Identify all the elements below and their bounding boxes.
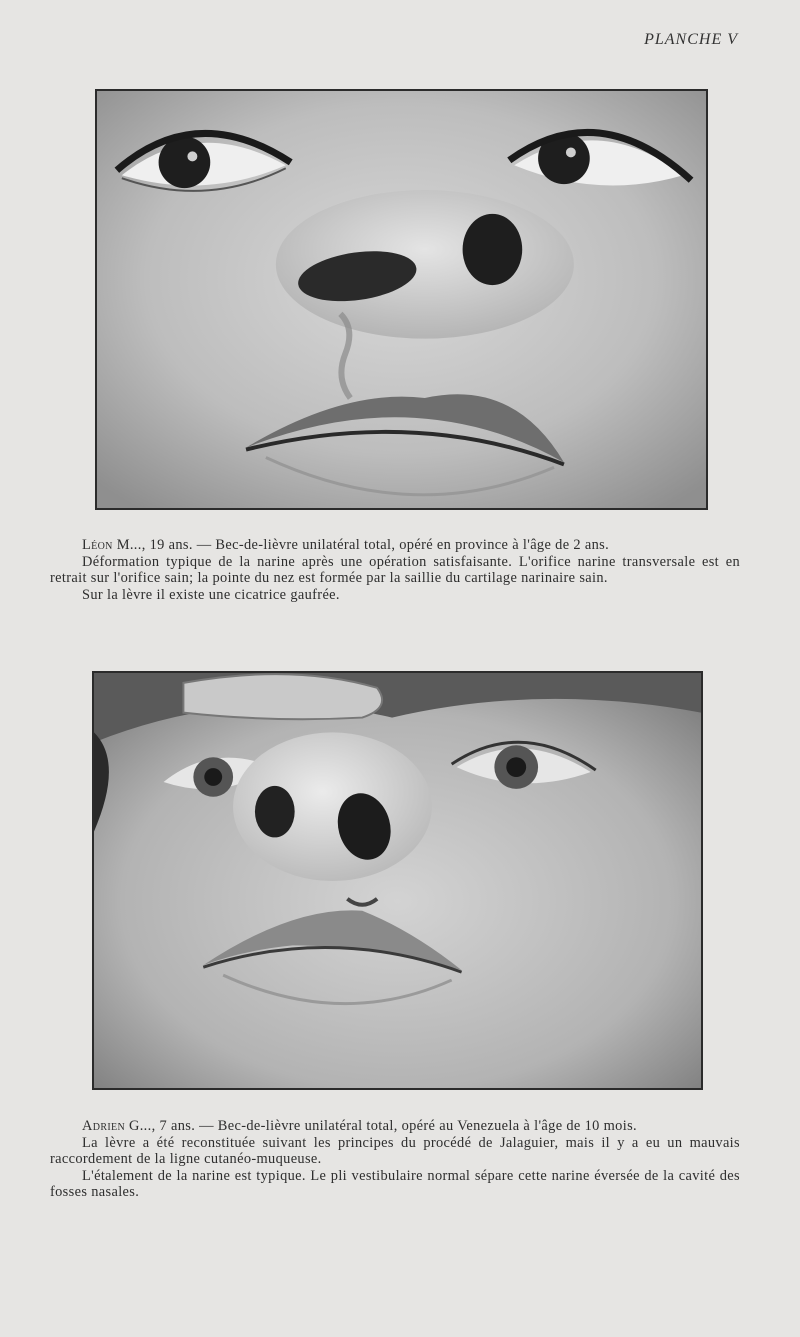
patient-photo-2 <box>92 671 703 1090</box>
case-2-note: L'étalement de la narine est typique. Le pli vestibulaire normal sépare cette narine éversée de la cavité des fosses nasales. <box>50 1167 740 1200</box>
face-photo-1-illustration <box>97 91 706 508</box>
case-1-description: Déformation typique de la narine après une opération satisfaisante. L'orifice narine transversale est en retrait sur l'orifice sain; la pointe du nez est formée par la saillie du cartilage narinaire sain. <box>50 553 740 586</box>
case-1-summary: , 19 ans. — Bec-de-lièvre unilatéral total, opéré en province à l'âge de 2 ans. <box>141 537 610 553</box>
case-2-summary: , 7 ans. — Bec-de-lièvre unilatéral total, opéré au Venezuela à l'âge de 10 mois. <box>151 1118 637 1134</box>
patient-name-2: Adrien G... <box>82 1118 152 1134</box>
right-nostril <box>463 214 523 285</box>
plate-label: PLANCHE V <box>644 31 738 48</box>
case-1-note: Sur la lèvre il existe une cicatrice gaufrée. <box>82 586 340 603</box>
caption-case-2 <box>50 1118 740 1201</box>
caption-case-1 <box>50 537 740 603</box>
patient-name-1: Léon M... <box>82 537 142 553</box>
left-nostril <box>255 786 295 838</box>
finger <box>183 674 382 719</box>
face-photo-2-illustration <box>94 673 701 1088</box>
patient-photo-1 <box>95 89 708 510</box>
case-2-description: La lèvre a été reconstituée suivant les principes du procédé de Jalaguier, mais il y a eu un mauvais raccordement de la ligne cutanéo-muqueuse. <box>50 1134 740 1167</box>
